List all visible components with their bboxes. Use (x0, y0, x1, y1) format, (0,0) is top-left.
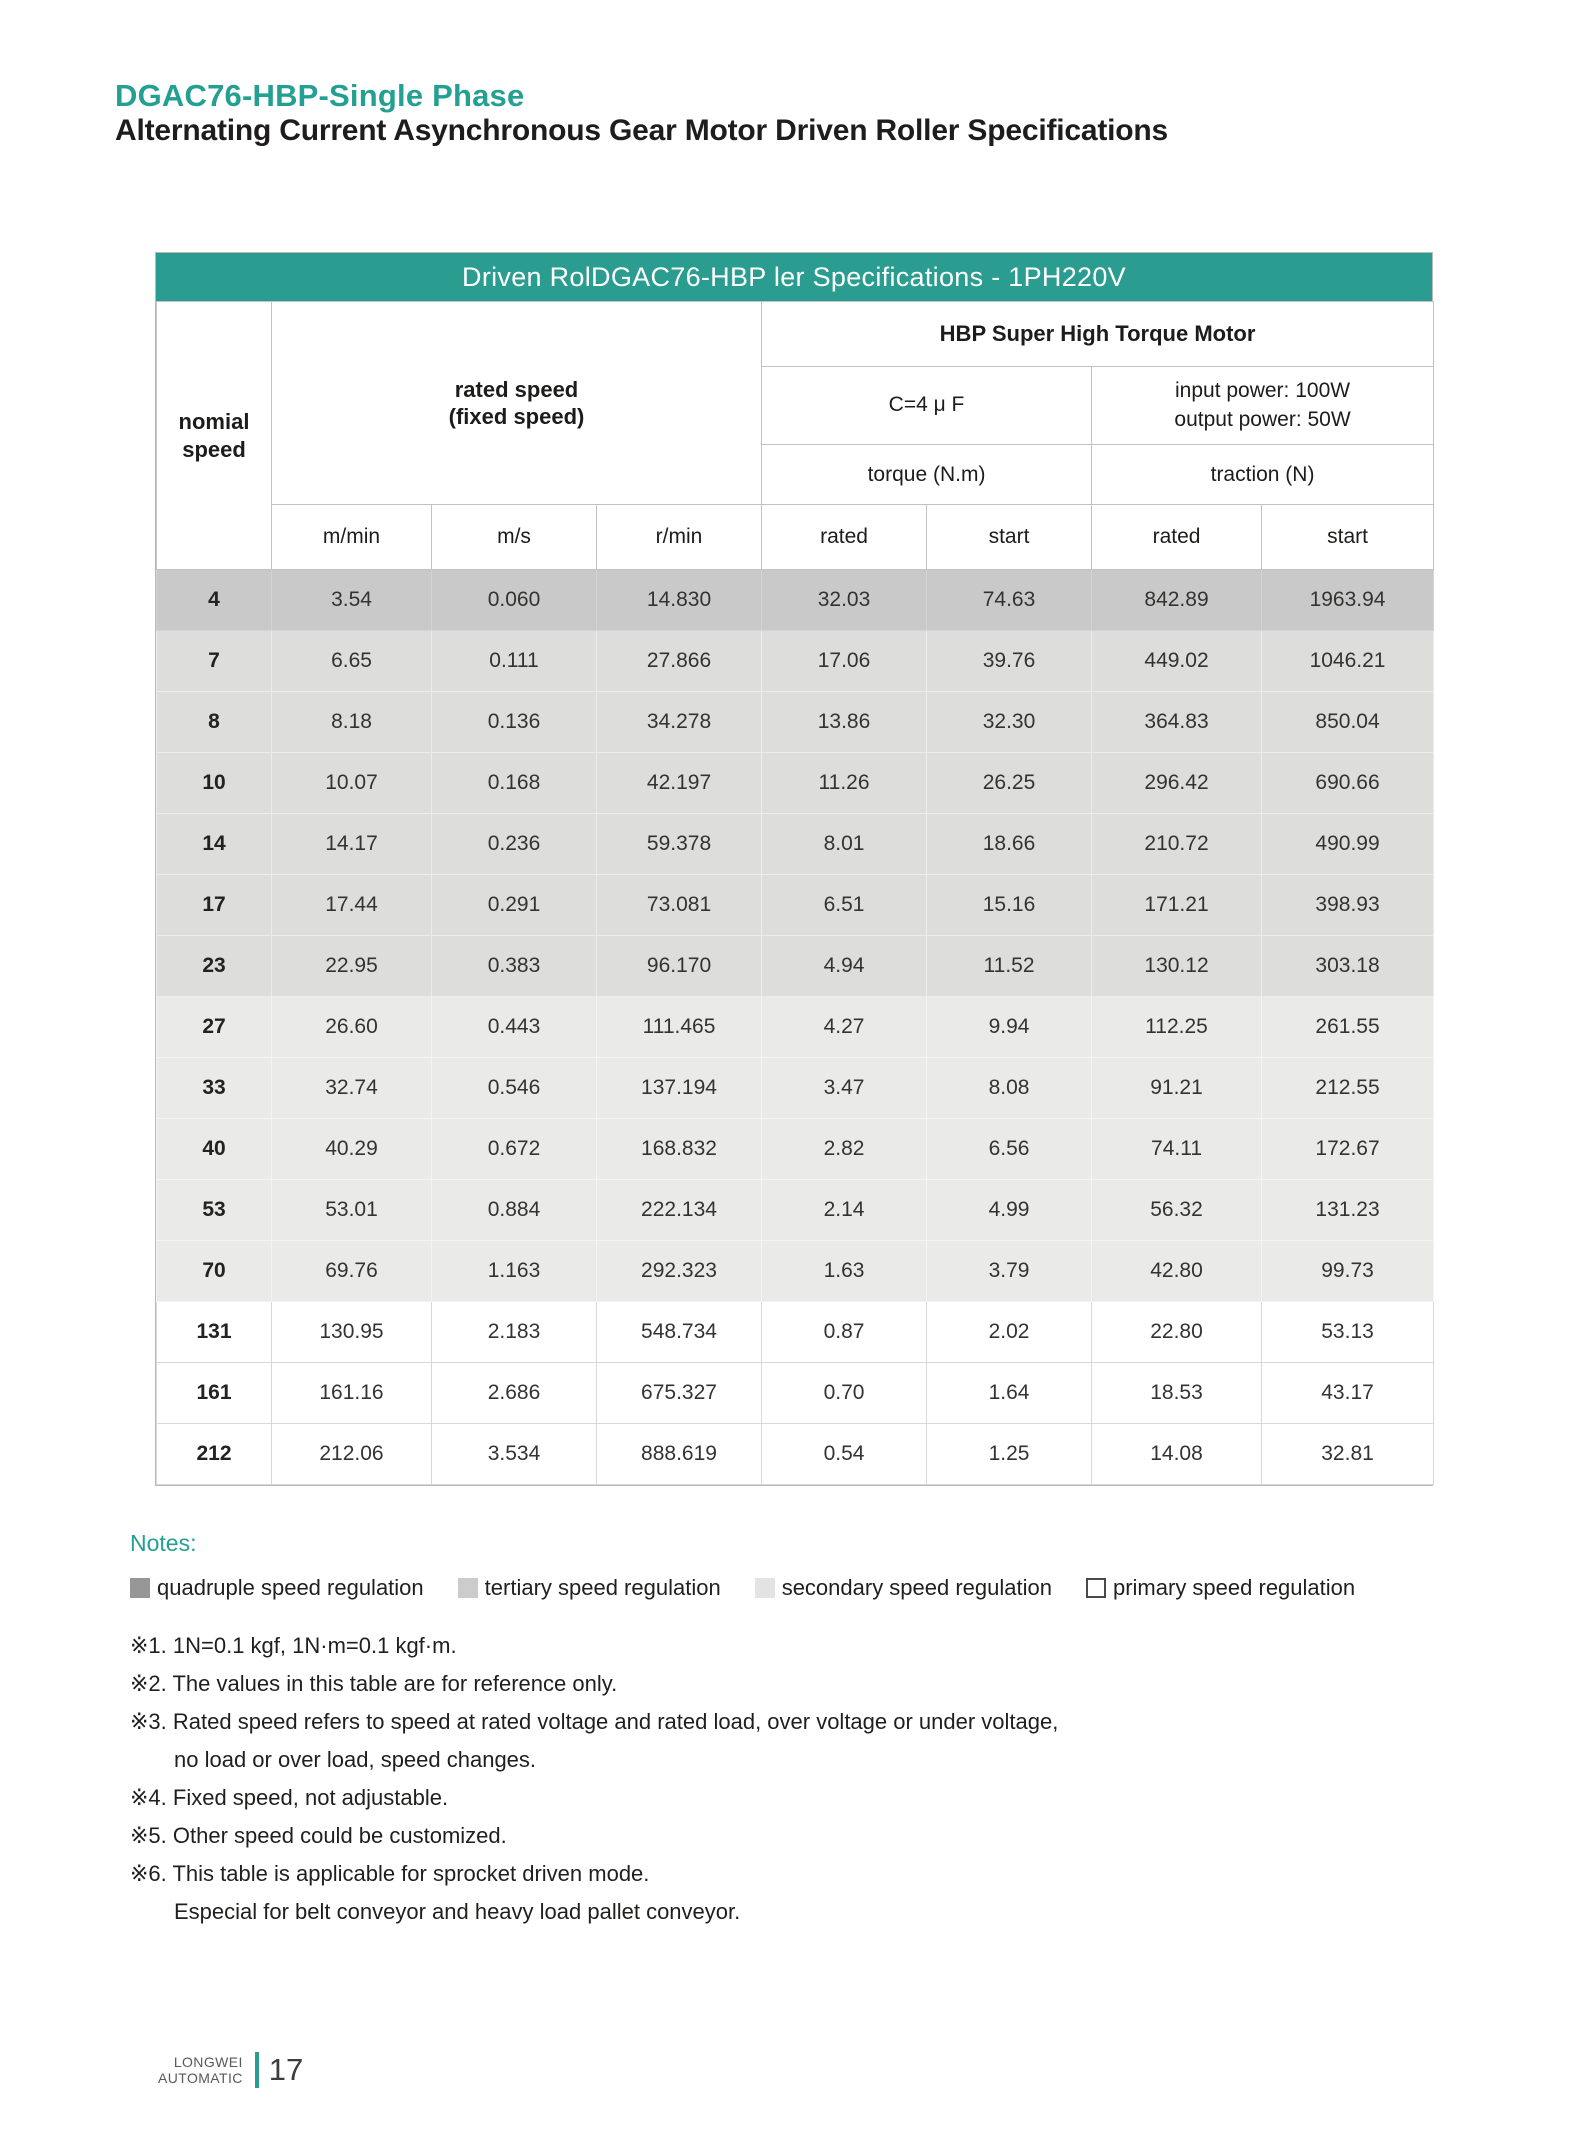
value-cell: 34.278 (597, 692, 762, 753)
nominal-speed-cell: 33 (157, 1058, 272, 1119)
table-row (157, 936, 1434, 997)
value-cell: 13.86 (762, 692, 927, 753)
value-cell: 22.80 (1092, 1302, 1262, 1363)
header-rated-speed (272, 302, 762, 505)
regulation-legend (130, 1575, 1460, 1601)
nominal-speed-cell: 10 (157, 753, 272, 814)
value-cell: 0.060 (432, 570, 597, 631)
value-cell: 212.55 (1262, 1058, 1434, 1119)
header-rated-line2: (fixed speed) (448, 404, 585, 429)
value-cell: 449.02 (1092, 631, 1262, 692)
nominal-speed-cell: 4 (157, 570, 272, 631)
value-cell: 2.02 (927, 1302, 1092, 1363)
value-cell: 0.111 (432, 631, 597, 692)
value-cell: 42.197 (597, 753, 762, 814)
primary-swatch-icon (1086, 1578, 1106, 1598)
page-subtitle: Alternating Current Asynchronous Gear Motor Driven Roller Specifications (115, 114, 1169, 147)
note-line: ※3. Rated speed refers to speed at rated voltage and rated load, over voltage or under voltage, (130, 1709, 1059, 1734)
value-cell: 14.17 (272, 814, 432, 875)
value-cell: 112.25 (1092, 997, 1262, 1058)
unit-header-r-min: r/min (597, 505, 762, 570)
value-cell: 26.60 (272, 997, 432, 1058)
value-cell: 137.194 (597, 1058, 762, 1119)
value-cell: 0.70 (762, 1363, 927, 1424)
value-cell: 39.76 (927, 631, 1092, 692)
specifications-grid (156, 301, 1434, 1485)
nominal-speed-cell: 23 (157, 936, 272, 997)
value-cell: 53.01 (272, 1180, 432, 1241)
unit-header-traction-start: start (1262, 505, 1434, 570)
value-cell: 0.136 (432, 692, 597, 753)
nominal-speed-cell: 212 (157, 1424, 272, 1485)
value-cell: 842.89 (1092, 570, 1262, 631)
note-line: no load or over load, speed changes. (174, 1747, 537, 1772)
brand-line1: LONGWEI (173, 2053, 243, 2070)
header-power-output: output power: 50W (1174, 407, 1351, 431)
legend-item-secondary (755, 1575, 1052, 1601)
table-row (157, 875, 1434, 936)
value-cell: 0.884 (432, 1180, 597, 1241)
table-row (157, 814, 1434, 875)
note-line: ※5. Other speed could be customized. (130, 1823, 507, 1848)
value-cell: 161.16 (272, 1363, 432, 1424)
table-row (157, 692, 1434, 753)
value-cell: 9.94 (927, 997, 1092, 1058)
value-cell: 4.94 (762, 936, 927, 997)
value-cell: 2.686 (432, 1363, 597, 1424)
header-nominal-speed (157, 302, 272, 570)
header-nominal-line2: speed (182, 436, 246, 462)
value-cell: 32.03 (762, 570, 927, 631)
value-cell: 4.27 (762, 997, 927, 1058)
value-cell: 69.76 (272, 1241, 432, 1302)
unit-header-torque-start: start (927, 505, 1092, 570)
value-cell: 690.66 (1262, 753, 1434, 814)
value-cell: 3.54 (272, 570, 432, 631)
value-cell: 1046.21 (1262, 631, 1434, 692)
value-cell: 73.081 (597, 875, 762, 936)
legend-item-tertiary (458, 1575, 721, 1601)
value-cell: 91.21 (1092, 1058, 1262, 1119)
nominal-speed-cell: 131 (157, 1302, 272, 1363)
value-cell: 11.52 (927, 936, 1092, 997)
value-cell: 1.25 (927, 1424, 1092, 1485)
brand-logo (158, 2054, 243, 2086)
header-torque-group: torque (N.m) (762, 445, 1092, 505)
value-cell: 14.08 (1092, 1424, 1262, 1485)
value-cell: 1.64 (927, 1363, 1092, 1424)
note-line: Especial for belt conveyor and heavy load pallet conveyor. (174, 1899, 741, 1924)
value-cell: 1963.94 (1262, 570, 1434, 631)
legend-item-quadruple (130, 1575, 424, 1601)
value-cell: 168.832 (597, 1119, 762, 1180)
table-caption: Driven RolDGAC76-HBP ler Specifications - 1PH220V (156, 253, 1432, 301)
value-cell: 14.830 (597, 570, 762, 631)
table-row (157, 1241, 1434, 1302)
value-cell: 8.01 (762, 814, 927, 875)
value-cell: 0.87 (762, 1302, 927, 1363)
nominal-speed-cell: 7 (157, 631, 272, 692)
value-cell: 0.443 (432, 997, 597, 1058)
value-cell: 398.93 (1262, 875, 1434, 936)
table-row (157, 1058, 1434, 1119)
value-cell: 27.866 (597, 631, 762, 692)
legend-label: quadruple speed regulation (157, 1575, 424, 1600)
note-line: ※6. This table is applicable for sprocket driven mode. (130, 1861, 650, 1886)
note-line: ※2. The values in this table are for reference only. (130, 1671, 618, 1696)
value-cell: 8.18 (272, 692, 432, 753)
value-cell: 0.383 (432, 936, 597, 997)
value-cell: 3.79 (927, 1241, 1092, 1302)
table-row (157, 997, 1434, 1058)
table-row (157, 753, 1434, 814)
value-cell: 17.06 (762, 631, 927, 692)
value-cell: 2.14 (762, 1180, 927, 1241)
value-cell: 32.30 (927, 692, 1092, 753)
value-cell: 3.47 (762, 1058, 927, 1119)
header-traction-group: traction (N) (1092, 445, 1434, 505)
header-capacitor: C=4 μ F (762, 367, 1092, 445)
table-row (157, 1363, 1434, 1424)
header-motor-group: HBP Super High Torque Motor (762, 302, 1434, 367)
value-cell: 17.44 (272, 875, 432, 936)
value-cell: 130.95 (272, 1302, 432, 1363)
unit-header-torque-rated: rated (762, 505, 927, 570)
value-cell: 6.56 (927, 1119, 1092, 1180)
value-cell: 42.80 (1092, 1241, 1262, 1302)
value-cell: 303.18 (1262, 936, 1434, 997)
value-cell: 0.236 (432, 814, 597, 875)
value-cell: 74.11 (1092, 1119, 1262, 1180)
value-cell: 40.29 (272, 1119, 432, 1180)
value-cell: 4.99 (927, 1180, 1092, 1241)
table-row (157, 1424, 1434, 1485)
value-cell: 0.54 (762, 1424, 927, 1485)
value-cell: 1.63 (762, 1241, 927, 1302)
table-row (157, 1180, 1434, 1241)
note-line: ※4. Fixed speed, not adjustable. (130, 1785, 449, 1810)
page-number: 17 (268, 2052, 304, 2087)
value-cell: 59.378 (597, 814, 762, 875)
notes-section (130, 1530, 1460, 1931)
header-rated-line1: rated speed (454, 376, 579, 402)
value-cell: 0.168 (432, 753, 597, 814)
value-cell: 6.51 (762, 875, 927, 936)
value-cell: 43.17 (1262, 1363, 1434, 1424)
secondary-swatch-icon (755, 1578, 775, 1598)
value-cell: 548.734 (597, 1302, 762, 1363)
value-cell: 222.134 (597, 1180, 762, 1241)
nominal-speed-cell: 40 (157, 1119, 272, 1180)
value-cell: 171.21 (1092, 875, 1262, 936)
unit-header-m-s: m/s (432, 505, 597, 570)
tertiary-swatch-icon (458, 1578, 478, 1598)
nominal-speed-cell: 27 (157, 997, 272, 1058)
legend-label: secondary speed regulation (781, 1575, 1052, 1600)
value-cell: 1.163 (432, 1241, 597, 1302)
nominal-speed-cell: 14 (157, 814, 272, 875)
footer-divider (255, 2052, 259, 2088)
unit-header-m-min: m/min (272, 505, 432, 570)
legend-item-primary (1086, 1575, 1355, 1601)
nominal-speed-cell: 70 (157, 1241, 272, 1302)
spec-table (155, 252, 1433, 1486)
value-cell: 2.82 (762, 1119, 927, 1180)
value-cell: 0.291 (432, 875, 597, 936)
value-cell: 22.95 (272, 936, 432, 997)
value-cell: 56.32 (1092, 1180, 1262, 1241)
value-cell: 18.53 (1092, 1363, 1262, 1424)
value-cell: 296.42 (1092, 753, 1262, 814)
value-cell: 8.08 (927, 1058, 1092, 1119)
value-cell: 130.12 (1092, 936, 1262, 997)
table-row (157, 1119, 1434, 1180)
value-cell: 210.72 (1092, 814, 1262, 875)
value-cell: 26.25 (927, 753, 1092, 814)
nominal-speed-cell: 8 (157, 692, 272, 753)
value-cell: 74.63 (927, 570, 1092, 631)
table-row (157, 631, 1434, 692)
value-cell: 99.73 (1262, 1241, 1434, 1302)
value-cell: 172.67 (1262, 1119, 1434, 1180)
value-cell: 6.65 (272, 631, 432, 692)
value-cell: 32.81 (1262, 1424, 1434, 1485)
value-cell: 2.183 (432, 1302, 597, 1363)
value-cell: 10.07 (272, 753, 432, 814)
value-cell: 261.55 (1262, 997, 1434, 1058)
legend-label: tertiary speed regulation (484, 1575, 721, 1600)
value-cell: 111.465 (597, 997, 762, 1058)
nominal-speed-cell: 161 (157, 1363, 272, 1424)
quadruple-swatch-icon (130, 1578, 150, 1598)
table-row (157, 1302, 1434, 1363)
value-cell: 3.534 (432, 1424, 597, 1485)
header-power (1092, 367, 1434, 445)
legend-label: primary speed regulation (1112, 1575, 1356, 1600)
page-footer (158, 2052, 303, 2088)
note-line: ※1. 1N=0.1 kgf, 1N·m=0.1 kgf·m. (130, 1633, 457, 1658)
value-cell: 15.16 (927, 875, 1092, 936)
nominal-speed-cell: 17 (157, 875, 272, 936)
unit-header-traction-rated: rated (1092, 505, 1262, 570)
value-cell: 850.04 (1262, 692, 1434, 753)
value-cell: 53.13 (1262, 1302, 1434, 1363)
value-cell: 364.83 (1092, 692, 1262, 753)
value-cell: 888.619 (597, 1424, 762, 1485)
value-cell: 11.26 (762, 753, 927, 814)
value-cell: 131.23 (1262, 1180, 1434, 1241)
value-cell: 0.546 (432, 1058, 597, 1119)
value-cell: 18.66 (927, 814, 1092, 875)
notes-title: Notes: (130, 1530, 197, 1556)
table-row (157, 570, 1434, 631)
value-cell: 96.170 (597, 936, 762, 997)
nominal-speed-cell: 53 (157, 1180, 272, 1241)
value-cell: 32.74 (272, 1058, 432, 1119)
header-nominal-line1: nomial (178, 409, 250, 434)
page-title: DGAC76-HBP-Single Phase (115, 78, 525, 113)
value-cell: 292.323 (597, 1241, 762, 1302)
value-cell: 675.327 (597, 1363, 762, 1424)
value-cell: 490.99 (1262, 814, 1434, 875)
brand-line2: AUTOMATIC (158, 2070, 243, 2086)
value-cell: 212.06 (272, 1424, 432, 1485)
header-power-input: input power: 100W (1174, 379, 1351, 403)
notes-list (130, 1627, 1460, 1931)
value-cell: 0.672 (432, 1119, 597, 1180)
